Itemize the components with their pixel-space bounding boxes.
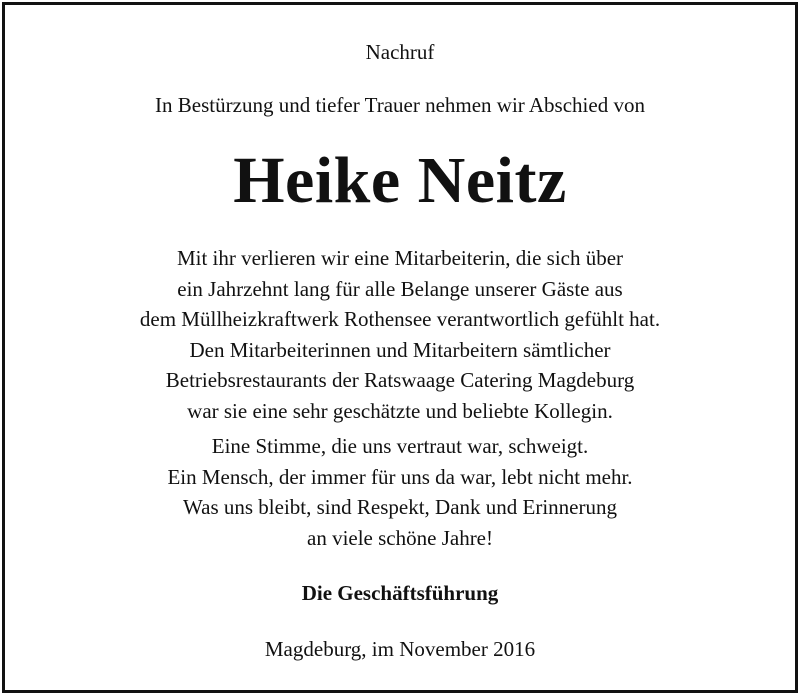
verse-paragraph [5,431,795,553]
tribute-line: ein Jahrzehnt lang für alle Belange unserer Gäste aus [177,276,623,301]
notice-header: Nachruf [365,40,435,64]
verse-line: Was uns bleibt, sind Respekt, Dank und Erinnerung [183,495,617,519]
tribute-line: war sie eine sehr geschätzte und beliebte Kollegin. [187,398,613,423]
verse-line: Ein Mensch, der immer für uns da war, lebt nicht mehr. [167,464,633,489]
signature: Die Geschäftsführung [301,581,499,605]
tribute-line: Betriebsrestaurants der Ratswaage Catering Magdeburg [165,368,635,392]
verse-line: an viele schöne Jahre! [307,525,493,550]
tribute-paragraph [5,243,795,426]
intro-text: In Bestürzung und tiefer Trauer nehmen wir Abschied von [155,93,645,117]
deceased-name: Heike Neitz [233,144,567,217]
tribute-line: dem Müllheizkraftwerk Rothensee verantwortlich gefühlt hat. [139,307,661,331]
tribute-line: Mit ihr verlieren wir eine Mitarbeiterin, die sich über [176,246,624,270]
verse-line: Eine Stimme, die uns vertraut war, schweigt. [211,434,589,458]
dateline: Magdeburg, im November 2016 [264,637,536,661]
obituary-notice [2,2,798,693]
tribute-line: Den Mitarbeiterinnen und Mitarbeitern sämtlicher [189,337,611,362]
